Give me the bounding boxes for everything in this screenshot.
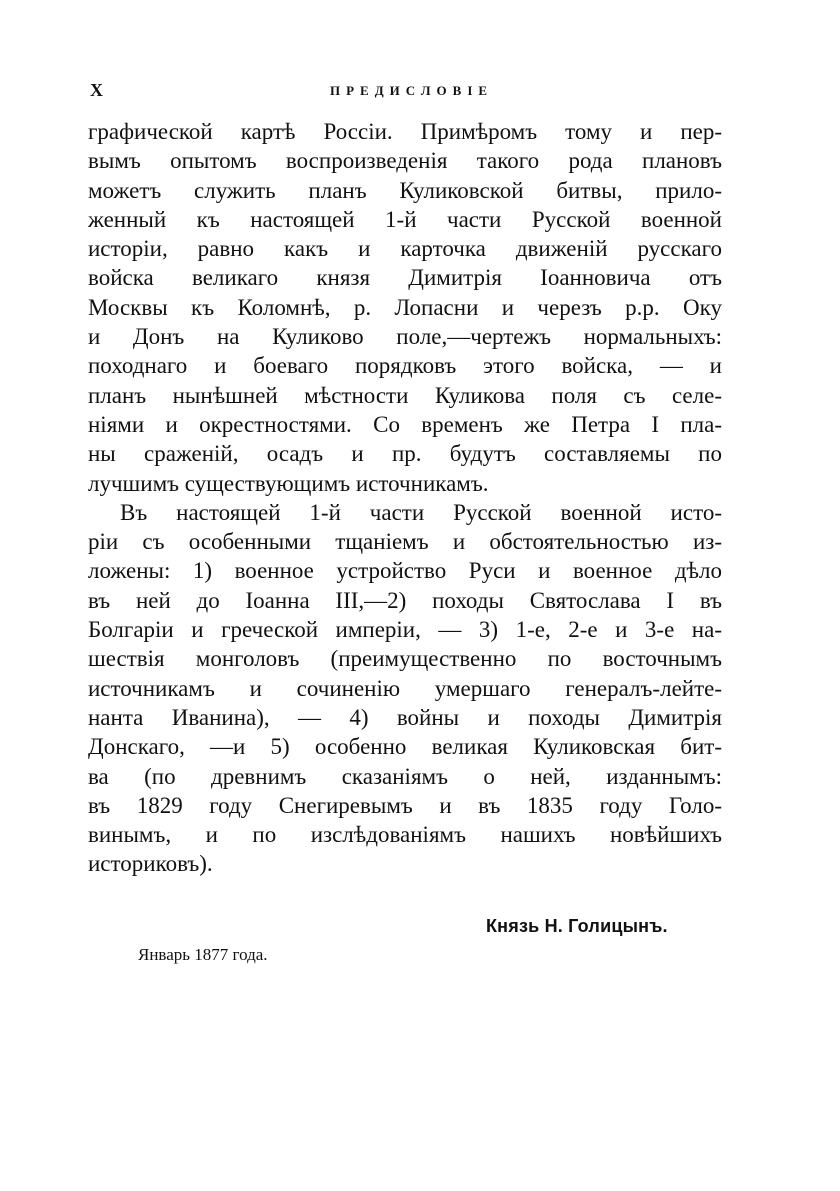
text-line: въ ней до Іоанна III,—2) походы Святослава I въ — [88, 587, 722, 613]
text-line: винымъ, и по изслѣдованіямъ нашихъ новѣйшихъ — [88, 822, 722, 848]
text-line: можетъ служить планъ Куликовской битвы, прило- — [88, 177, 722, 203]
text-line: и Донъ на Куликово поле,—чертежъ нормальныхъ: — [88, 324, 722, 350]
text-line: ложены: 1) военное устройство Руси и военное дѣло — [88, 558, 722, 584]
text-line: въ 1829 году Снегиревымъ и въ 1835 году Голо- — [88, 792, 722, 818]
author-signature: Князь Н. Голицынъ. — [486, 916, 668, 936]
text-line: лучшимъ существующимъ источникамъ. — [88, 470, 489, 496]
page-header — [90, 80, 720, 104]
text-line: ріи съ особенными тщаніемъ и обстоятельностью из- — [88, 529, 722, 555]
paragraph-2 — [88, 498, 722, 879]
text-line: ніями и окрестностями. Со временъ же Петра I пла- — [88, 411, 722, 437]
text-line: исторіи, равно какъ и карточка движеній русскаго — [88, 236, 722, 262]
text-line: Москвы къ Коломнѣ, р. Лопасни и черезъ р.р. Оку — [88, 294, 722, 320]
text-line: планъ нынѣшней мѣстности Куликова поля съ селе- — [88, 382, 722, 408]
text-line: Въ настоящей 1-й части Русской военной исто- — [120, 499, 722, 525]
text-line: ны сраженій, осадъ и пр. будутъ составляемы по — [88, 441, 722, 467]
text-line: графической картѣ Россіи. Примѣромъ тому и пер- — [88, 119, 722, 144]
text-line: ва (по древнимъ сказаніямъ о ней, изданнымъ: — [88, 763, 722, 789]
text-line: источникамъ и сочиненію умершаго генералъ-лейте- — [88, 675, 722, 701]
body-text — [88, 117, 722, 879]
text-line: шествія монголовъ (преимущественно по восточнымъ — [88, 646, 722, 672]
date-line: Январь 1877 года. — [138, 945, 268, 964]
text-line: Болгаріи и греческой имперіи, — 3) 1-е, 2-е и 3-е на- — [88, 617, 722, 643]
page-number: X — [90, 80, 103, 100]
paragraph-1 — [88, 117, 722, 498]
text-line: походнаго и боеваго порядковъ этого войска, — и — [88, 353, 722, 379]
text-line: нанта Иванина), — 4) войны и походы Димитрія — [88, 704, 722, 730]
text-line: вымъ опытомъ воспроизведенія такого рода плановъ — [88, 148, 722, 174]
text-line: женный къ настоящей 1-й части Русской военной — [88, 206, 722, 232]
running-title: ПРЕДИСЛОВІЕ — [330, 83, 494, 98]
text-line: историковъ). — [88, 851, 213, 877]
text-line: Донскаго, —и 5) особенно великая Куликовская бит- — [88, 734, 722, 760]
text-line: войска великаго князя Димитрія Іоанновича отъ — [88, 265, 722, 291]
